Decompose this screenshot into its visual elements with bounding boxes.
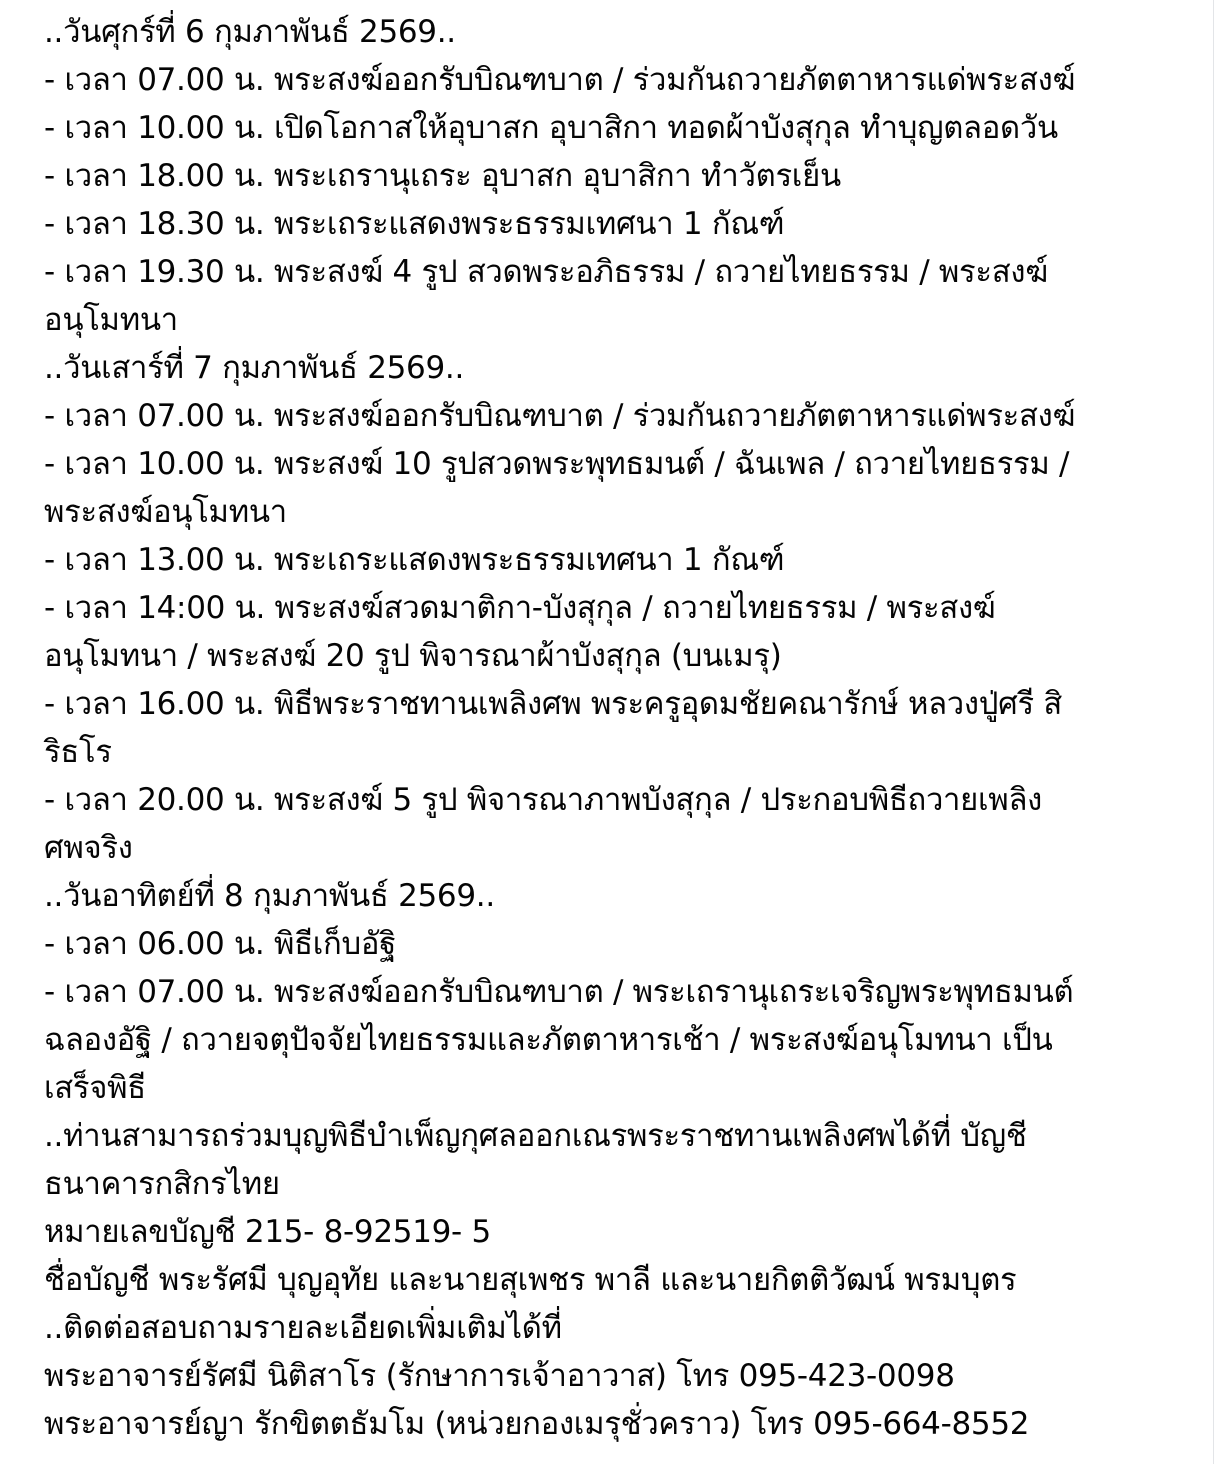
- schedule-line: - เวลา 16.00 น. พิธีพระราชทานเพลิงศพ พระครูอุดมชัยคณารักษ์ หลวงปู่ศรี สิ: [44, 686, 1063, 722]
- schedule-line: - เวลา 19.30 น. พระสงฆ์ 4 รูป สวดพระอภิธรรม / ถวายไทยธรรม / พระสงฆ์: [44, 254, 1048, 290]
- schedule-line-continued: อนุโมทนา: [44, 302, 178, 338]
- bank-name: ธนาคารกสิกรไทย: [44, 1166, 280, 1202]
- schedule-line: - เวลา 18.00 น. พระเถรานุเถระ อุบาสก อุบาสิกา ทำวัตรเย็น: [44, 158, 841, 194]
- schedule-line: - เวลา 18.30 น. พระเถระแสดงพระธรรมเทศนา 1 กัณฑ์: [44, 206, 785, 242]
- schedule-line-continued: ศพจริง: [44, 830, 133, 866]
- schedule-line: - เวลา 20.00 น. พระสงฆ์ 5 รูป พิจารณาภาพบังสุกุล / ประกอบพิธีถวายเพลิง: [44, 782, 1042, 818]
- schedule-line-continued: เสร็จพิธี: [44, 1070, 146, 1106]
- schedule-line: - เวลา 06.00 น. พิธีเก็บอัฐิ: [44, 926, 397, 962]
- account-name: ชื่อบัญชี พระรัศมี บุญอุทัย และนายสุเพชร พาลี และนายกิตติวัฒน์ พรมบุตร: [44, 1262, 1017, 1298]
- schedule-line: - เวลา 10.00 น. พระสงฆ์ 10 รูปสวดพระพุทธมนต์ / ฉันเพล / ถวายไทยธรรม /: [44, 446, 1070, 482]
- contact-line: พระอาจารย์ญา รักขิตตธัมโม (หน่วยกองเมรุชั่วคราว) โทร 095-664-8552: [44, 1406, 1030, 1442]
- schedule-line: - เวลา 13.00 น. พระเถระแสดงพระธรรมเทศนา 1 กัณฑ์: [44, 542, 785, 578]
- donation-note: ..ท่านสามารถร่วมบุญพิธีบำเพ็ญกุศลออกเณรพระราชทานเพลิงศพได้ที่ บัญชี: [44, 1118, 1027, 1154]
- day-heading-saturday: ..วันเสาร์ที่ 7 กุมภาพันธ์ 2569..: [44, 350, 464, 386]
- account-number: หมายเลขบัญชี 215- 8-92519- 5: [44, 1214, 491, 1250]
- post-body-text: [44, 8, 1194, 1448]
- schedule-line-continued: ฉลองอัฐิ / ถวายจตุปัจจัยไทยธรรมและภัตตาหารเช้า / พระสงฆ์อนุโมทนา เป็น: [44, 1022, 1053, 1058]
- contact-line: พระอาจารย์รัศมี นิติสาโร (รักษาการเจ้าอาวาส) โทร 095-423-0098: [44, 1358, 955, 1394]
- scrollbar-track[interactable]: [1213, 0, 1230, 1464]
- schedule-line-continued: อนุโมทนา / พระสงฆ์ 20 รูป พิจารณาผ้าบังสุกุล (บนเมรุ): [44, 638, 782, 674]
- schedule-line: - เวลา 14:00 น. พระสงฆ์สวดมาติกา-บังสุกุล / ถวายไทยธรรม / พระสงฆ์: [44, 590, 996, 626]
- schedule-line: - เวลา 10.00 น. เปิดโอกาสให้อุบาสก อุบาสิกา ทอดผ้าบังสุกุล ทำบุญตลอดวัน: [44, 110, 1058, 146]
- schedule-line: - เวลา 07.00 น. พระสงฆ์ออกรับบิณฑบาต / ร่วมกันถวายภัตตาหารแด่พระสงฆ์: [44, 398, 1076, 434]
- schedule-line-continued: ริธโร: [44, 734, 112, 770]
- contact-heading: ..ติดต่อสอบถามรายละเอียดเพิ่มเติมได้ที่: [44, 1310, 562, 1346]
- schedule-line: - เวลา 07.00 น. พระสงฆ์ออกรับบิณฑบาต / ร่วมกันถวายภัตตาหารแด่พระสงฆ์: [44, 62, 1076, 98]
- day-heading-friday: ..วันศุกร์ที่ 6 กุมภาพันธ์ 2569..: [44, 14, 456, 50]
- day-heading-sunday: ..วันอาทิตย์ที่ 8 กุมภาพันธ์ 2569..: [44, 878, 495, 914]
- schedule-line-continued: พระสงฆ์อนุโมทนา: [44, 494, 287, 530]
- schedule-line: - เวลา 07.00 น. พระสงฆ์ออกรับบิณฑบาต / พระเถรานุเถระเจริญพระพุทธมนต์: [44, 974, 1074, 1010]
